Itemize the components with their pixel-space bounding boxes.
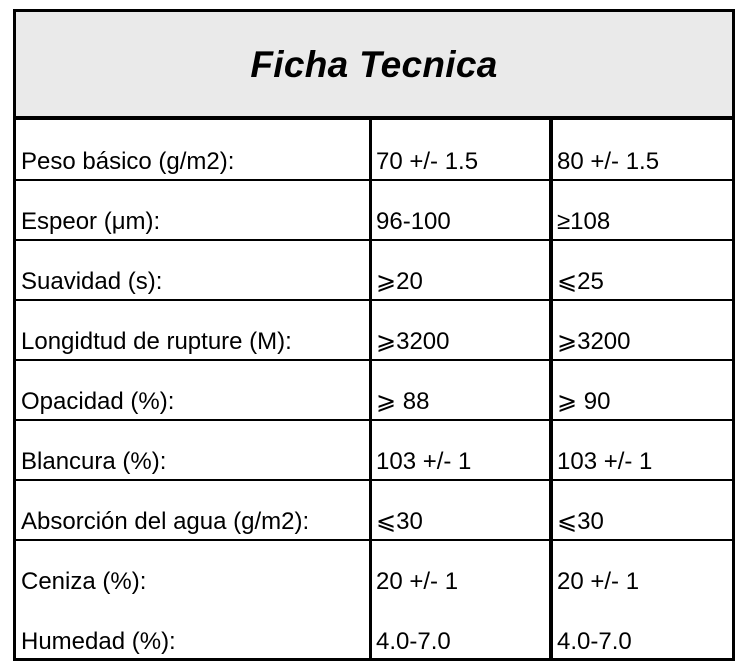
spec-table (16, 120, 732, 658)
spec-value-2: ≥108 (557, 208, 611, 235)
spec-label: Humedad (%): (21, 628, 176, 655)
row-divider (16, 539, 732, 541)
spec-value-1: 96-100 (376, 208, 451, 235)
spec-label: Ceniza (%): (21, 568, 147, 595)
spec-value-1: ⩾ 88 (376, 388, 430, 415)
spec-value-2: ⩽30 (557, 508, 604, 535)
spec-value-1: 70 +/- 1.5 (376, 148, 479, 175)
spec-value-2: 80 +/- 1.5 (557, 148, 660, 175)
spec-label: Espeor (μm): (21, 208, 161, 235)
spec-label: Suavidad (s): (21, 268, 163, 295)
spec-value-2: ⩾3200 (557, 328, 631, 355)
spec-value-1: 103 +/- 1 (376, 448, 472, 475)
spec-value-2: 4.0-7.0 (557, 628, 632, 655)
spec-label: Blancura (%): (21, 448, 167, 475)
row-divider (16, 179, 732, 181)
title-band (16, 12, 732, 116)
table-row (16, 480, 732, 540)
spec-value-1: 4.0-7.0 (376, 628, 451, 655)
table-row (16, 240, 732, 300)
table-row (16, 120, 732, 180)
spec-value-1: ⩾20 (376, 268, 423, 295)
spec-value-1: ⩽30 (376, 508, 423, 535)
spec-label: Absorción del agua (g/m2): (21, 508, 310, 535)
spec-sheet (13, 9, 735, 661)
spec-value-2: ⩽25 (557, 268, 604, 295)
table-row (16, 180, 732, 240)
spec-value-1: 20 +/- 1 (376, 568, 459, 595)
row-divider (16, 299, 732, 301)
table-row (16, 540, 732, 600)
spec-label: Opacidad (%): (21, 388, 175, 415)
row-divider (16, 479, 732, 481)
sheet-title: Ficha Tecnica (250, 44, 498, 85)
spec-value-2: 103 +/- 1 (557, 448, 653, 475)
table-row (16, 600, 732, 660)
spec-value-2: ⩾ 90 (557, 388, 611, 415)
spec-value-2: 20 +/- 1 (557, 568, 640, 595)
row-divider (16, 359, 732, 361)
row-divider (16, 239, 732, 241)
table-row (16, 420, 732, 480)
spec-value-1: ⩾3200 (376, 328, 450, 355)
table-row (16, 300, 732, 360)
table-row (16, 360, 732, 420)
row-divider (16, 419, 732, 421)
spec-label: Longidtud de rupture (M): (21, 328, 292, 355)
spec-label: Peso básico (g/m2): (21, 148, 235, 175)
